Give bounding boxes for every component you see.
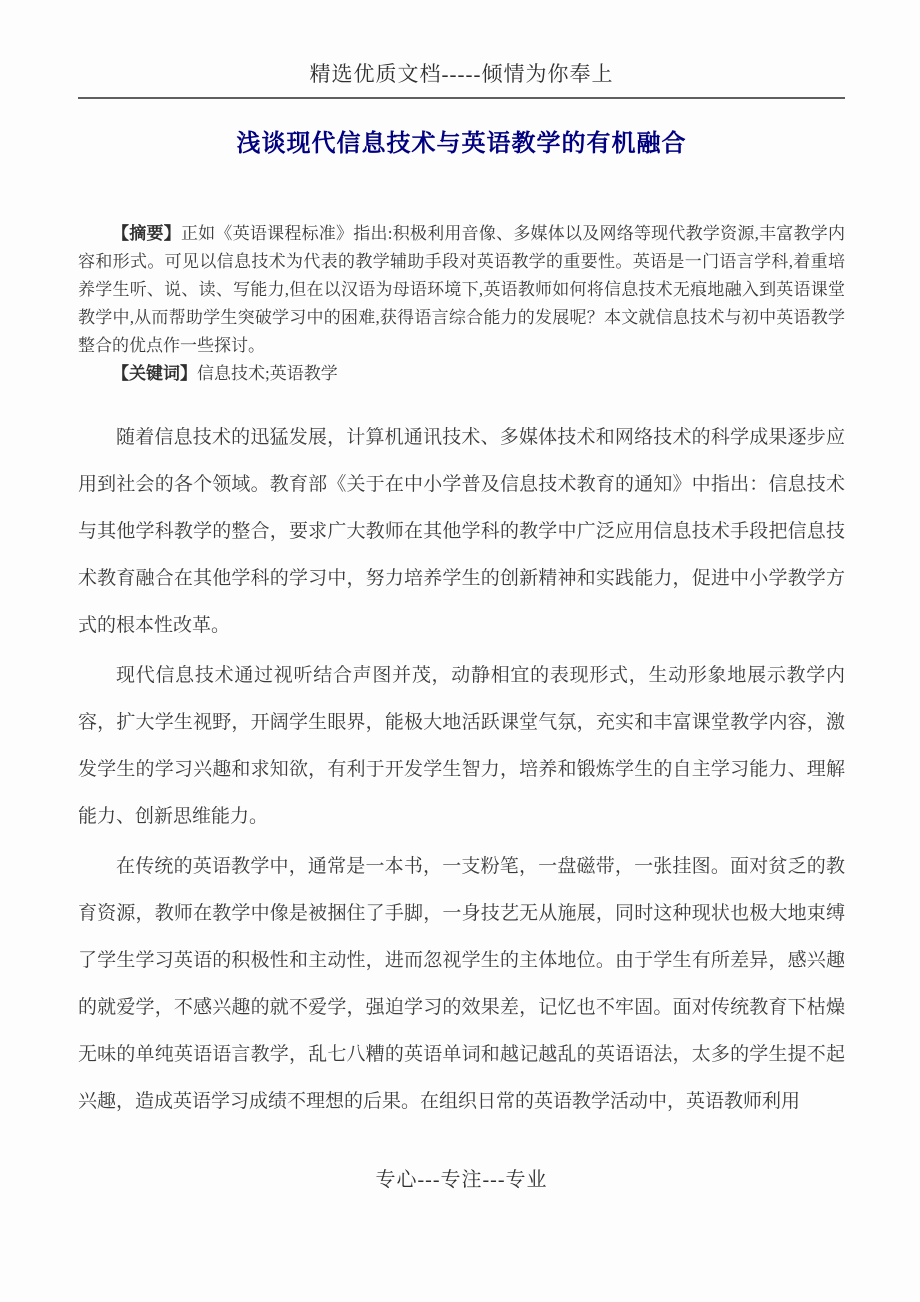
body-section <box>78 414 845 1125</box>
body-paragraph-2: 现代信息技术通过视听结合声图并茂，动静相宜的表现形式，生动形象地展示教学内容，扩大学生视野，开阔学生眼界，能极大地活跃课堂气氛，充实和丰富课堂教学内容，激发学生的学习兴趣和求知欲，有利于开发学生智力，培养和锻炼学生的自主学习能力、理解能力、创新思维能力。 <box>78 665 845 827</box>
abstract-section <box>78 220 845 388</box>
header-rule-divider <box>78 97 845 99</box>
body-paragraph-3: 在传统的英语教学中，通常是一本书，一支粉笔，一盘磁带，一张挂图。面对贫乏的教育资源，教师在教学中像是被捆住了手脚，一身技艺无从施展，同时这种现状也极大地束缚了学生学习英语的积极性和主动性，进而忽视学生的主体地位。由于学生有所差异，感兴趣的就爱学，不感兴趣的就不爱学，强迫学习的效果差，记忆也不牢固。面对传统教育下枯燥无味的单纯英语语言教学，乱七八糟的英语单词和越记越乱的英语语法，太多的学生提不起兴趣，造成英语学习成绩不理想的后果。在组织日常的英语教学活动中，英语教师利用 <box>78 856 845 1112</box>
keywords-text: 信息技术;英语教学 <box>197 364 338 383</box>
footer-slogan: 专心---专注---专业 <box>375 1169 548 1191</box>
header-banner: 精选优质文档-----倾情为你奉上 <box>309 62 614 86</box>
abstract-paragraph <box>78 220 845 360</box>
keywords-label: 【关键词】 <box>112 364 197 383</box>
abstract-text: 正如《英语课程标准》指出:积极利用音像、多媒体以及网络等现代教学资源,丰富教学内容和形式。可见以信息技术为代表的教学辅助手段对英语教学的重要性。英语是一门语言学科,着重培养学生听、说、读、写能力,但在以汉语为母语环境下,英语教师如何将信息技术无痕地融入到英语课堂教学中,从而帮助学生突破学习中的困难,获得语言综合能力的发展呢？本文就信息技术与初中英语教学整合的优点作一些探讨。 <box>78 224 845 355</box>
page-title: 浅谈现代信息技术与英语教学的有机融合 <box>236 130 687 157</box>
body-paragraph-1: 随着信息技术的迅猛发展，计算机通讯技术、多媒体技术和网络技术的科学成果逐步应用到社会的各个领域。教育部《关于在中小学普及信息技术教育的通知》中指出：信息技术与其他学科教学的整合，要求广大教师在其他学科的教学中广泛应用信息技术手段把信息技术教育融合在其他学科的学习中，努力培养学生的创新精神和实践能力，促进中小学教学方式的根本性改革。 <box>78 427 845 636</box>
keywords-paragraph <box>78 360 845 388</box>
abstract-label: 【摘要】 <box>112 224 181 243</box>
